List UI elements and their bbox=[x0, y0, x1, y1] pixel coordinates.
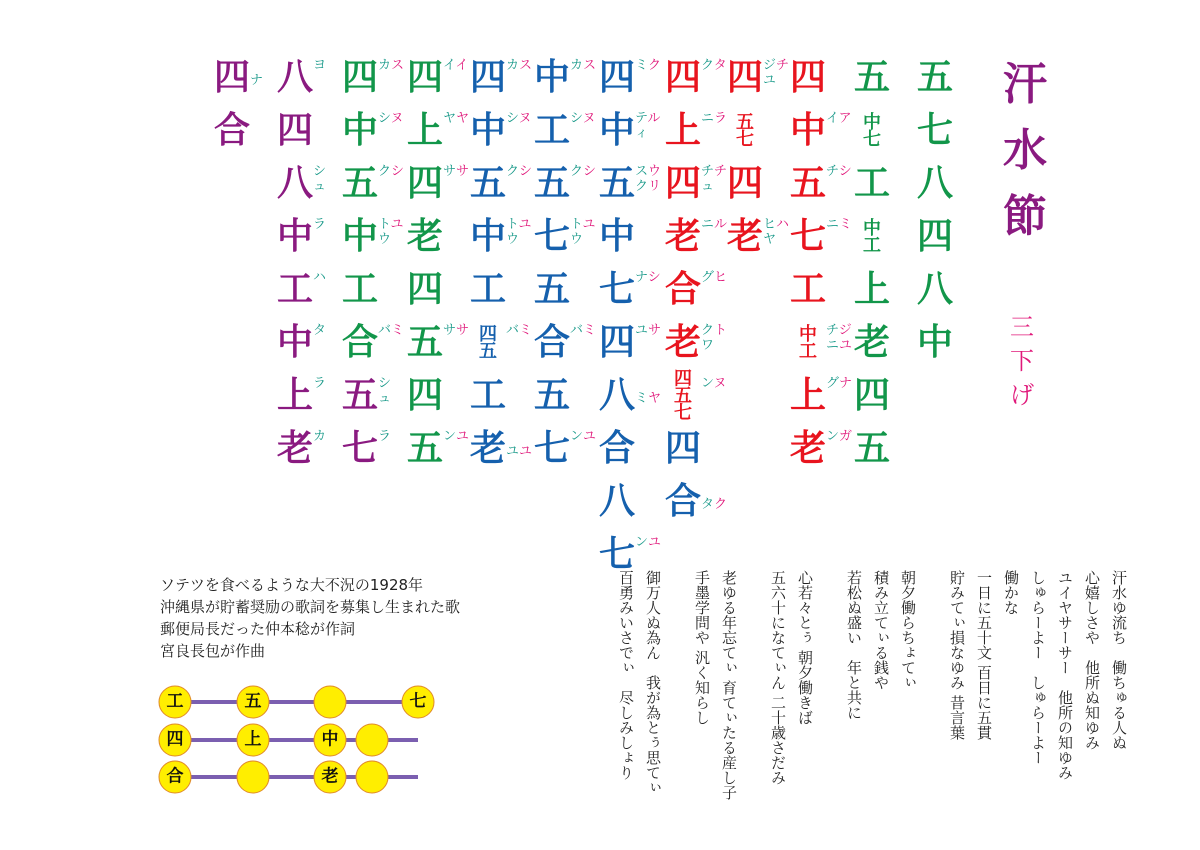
annotation-line: ラ bbox=[313, 376, 327, 391]
fret-position: 老 bbox=[314, 761, 347, 794]
lyric-line: 心若々とぅ 朝夕働きば bbox=[796, 570, 814, 725]
note-cell: 七 bbox=[790, 216, 827, 257]
note-line: 宮良長包が作曲 bbox=[160, 642, 266, 660]
lyric-syllable-annotation bbox=[506, 111, 532, 126]
stacked-note-cell: 中工 bbox=[799, 324, 817, 362]
stacked-note-cell: 五七 bbox=[736, 112, 754, 150]
note-cell: 合 bbox=[534, 322, 571, 363]
lyric-syllable-annotation bbox=[826, 376, 852, 391]
lyric-syllable-annotation bbox=[826, 323, 852, 353]
lyric-syllable-annotation bbox=[506, 58, 532, 73]
lyric-syllable-annotation bbox=[570, 111, 596, 126]
annotation-line: チジ bbox=[826, 323, 852, 338]
annotation-line: ヨ bbox=[313, 58, 327, 73]
stacked-note-cell: 中工 bbox=[863, 218, 881, 256]
note-cell: 上 bbox=[665, 110, 702, 151]
note-cell: 四 bbox=[470, 57, 507, 98]
stacked-note-cell: 四五 bbox=[479, 324, 497, 362]
annotation-line bbox=[701, 482, 727, 497]
lyric-line: 老ゆる年忘てぃ 育てぃたる産し子 bbox=[720, 570, 738, 800]
annotation-line: クタ bbox=[701, 58, 727, 73]
lyric-line: 一日に五十文 百日に五貫 bbox=[975, 570, 993, 740]
annotation-line: イア bbox=[826, 111, 852, 126]
note-cell: 八 bbox=[277, 163, 314, 204]
note-cell: 五 bbox=[342, 163, 379, 204]
lyric-syllable-annotation bbox=[701, 482, 727, 512]
note-cell: 四 bbox=[599, 57, 636, 98]
lyric-syllable-annotation bbox=[635, 270, 661, 285]
annotation-line: ジチ bbox=[763, 58, 790, 73]
annotation-line: ュ bbox=[378, 391, 392, 406]
annotation-line: チシ bbox=[826, 164, 852, 179]
lyric-syllable-annotation bbox=[378, 217, 404, 247]
note-cell: 四 bbox=[407, 163, 444, 204]
stacked-note-cell: 四五七 bbox=[674, 368, 692, 424]
note-cell: 四 bbox=[790, 57, 827, 98]
note-cell: 中 bbox=[917, 322, 954, 363]
note-cell: 老 bbox=[470, 428, 507, 469]
annotation-line: バミ bbox=[570, 323, 597, 338]
note-line: 郵便局長だった仲本稔が作詞 bbox=[160, 620, 356, 638]
annotation-line: ニユ bbox=[826, 338, 853, 353]
note-cell: 四 bbox=[665, 57, 702, 98]
lyric-line: 心嬉しさや 他所ぬ知ゆみ bbox=[1083, 570, 1101, 750]
annotation-line: ワ bbox=[701, 338, 715, 353]
lyric-syllable-annotation bbox=[826, 111, 852, 126]
annotation-line: カス bbox=[570, 58, 597, 73]
note-cell: 中 bbox=[790, 110, 827, 151]
note-cell: 七 bbox=[534, 428, 571, 469]
lyric-syllable-annotation bbox=[701, 58, 727, 73]
note-cell: 七 bbox=[342, 428, 379, 469]
lyric-syllable-annotation bbox=[250, 58, 263, 88]
annotation-line: ウ bbox=[378, 232, 392, 247]
lyric-syllable-annotation bbox=[701, 111, 727, 126]
lyric-syllable-annotation bbox=[313, 429, 326, 444]
annotation-line: カス bbox=[506, 58, 533, 73]
lyric-syllable-annotation bbox=[378, 323, 404, 338]
note-cell: 老 bbox=[665, 216, 702, 257]
lyric-syllable-annotation bbox=[826, 429, 852, 444]
annotation-line: クシ bbox=[506, 164, 533, 179]
lyric-syllable-annotation bbox=[443, 164, 469, 179]
annotation-line: イイ bbox=[443, 58, 469, 73]
lyric-line: 御万人ぬ為ん 我が為とぅ思てぃ bbox=[644, 570, 662, 795]
lyric-stanza bbox=[840, 570, 921, 814]
annotation-line: ミヤ bbox=[635, 391, 662, 406]
lyric-syllable-annotation bbox=[570, 323, 596, 338]
annotation-line: ュ bbox=[313, 179, 327, 194]
note-cell: 五 bbox=[599, 163, 636, 204]
note-cell: 合 bbox=[342, 322, 379, 363]
tuning-label: 三下げ bbox=[1010, 313, 1034, 409]
annotation-line: ウ bbox=[570, 232, 584, 247]
note-cell: 八 bbox=[599, 481, 636, 522]
lyric-line: 働かな bbox=[1002, 570, 1020, 615]
annotation-line: ユユ bbox=[506, 444, 533, 459]
lyric-syllable-annotation bbox=[378, 111, 404, 126]
lyric-syllable-annotation bbox=[570, 217, 596, 247]
note-cell: 八 bbox=[599, 375, 636, 416]
lyric-stanza bbox=[943, 570, 997, 814]
annotation-line: ンユ bbox=[443, 429, 470, 444]
note-cell: 五 bbox=[470, 163, 507, 204]
annotation-line: シ bbox=[378, 376, 392, 391]
fret-position: 中 bbox=[314, 724, 347, 757]
note-line: 沖縄県が貯蓄奨励の歌詞を募集し生まれた歌 bbox=[160, 598, 461, 616]
note-cell: 五 bbox=[534, 163, 571, 204]
note-cell: 老 bbox=[665, 322, 702, 363]
note-cell: 七 bbox=[599, 269, 636, 310]
note-cell: 五 bbox=[854, 428, 891, 469]
note-cell: 五 bbox=[790, 163, 827, 204]
annotation-line bbox=[506, 429, 532, 444]
annotation-line: ュ bbox=[701, 179, 715, 194]
note-cell: 四 bbox=[214, 57, 251, 98]
lyric-syllable-annotation bbox=[378, 376, 391, 406]
annotation-line: ササ bbox=[443, 323, 470, 338]
song-title: 汗水節 bbox=[1003, 59, 1047, 242]
annotation-line: ラ bbox=[313, 217, 327, 232]
note-cell: 工 bbox=[790, 269, 827, 310]
lyric-syllable-annotation bbox=[763, 217, 789, 247]
annotation-line: ユサ bbox=[635, 323, 662, 338]
note-cell: 中 bbox=[470, 216, 507, 257]
note-cell: 中 bbox=[599, 110, 636, 151]
lyric-syllable-annotation bbox=[635, 376, 661, 406]
lyric-syllable-annotation bbox=[506, 323, 532, 338]
note-cell: 合 bbox=[214, 110, 251, 151]
annotation-line bbox=[635, 376, 661, 391]
lyric-line: 貯みてぃ損なゆみ 昔言葉 bbox=[948, 570, 966, 740]
note-cell: 五 bbox=[342, 375, 379, 416]
lyrics bbox=[590, 570, 1132, 814]
lyric-syllable-annotation bbox=[826, 164, 852, 179]
lyric-line: ユイヤサーサー 他所の知ゆみ bbox=[1056, 570, 1074, 780]
lyric-syllable-annotation bbox=[378, 164, 404, 179]
note-cell: 四 bbox=[342, 57, 379, 98]
lyric-syllable-annotation bbox=[763, 58, 789, 88]
note-cell: 老 bbox=[407, 216, 444, 257]
lyric-syllable-annotation bbox=[570, 429, 596, 444]
lyric-syllable-annotation bbox=[826, 217, 852, 232]
lyric-syllable-annotation bbox=[443, 111, 469, 126]
lyric-stanza bbox=[764, 570, 818, 814]
annotation-line: シヌ bbox=[570, 111, 596, 126]
note-cell: 上 bbox=[790, 375, 827, 416]
note-cell: 四 bbox=[407, 269, 444, 310]
lyric-syllable-annotation bbox=[570, 58, 596, 73]
annotation-line: タク bbox=[701, 497, 728, 512]
fret-position bbox=[356, 724, 389, 757]
lyric-syllable-annotation bbox=[313, 58, 326, 73]
note-cell: 工 bbox=[277, 269, 314, 310]
lyric-syllable-annotation bbox=[570, 164, 596, 179]
note-cell: 中 bbox=[534, 57, 571, 98]
lyric-stanza bbox=[997, 570, 1132, 814]
annotation-line bbox=[250, 58, 263, 73]
note-cell: 中 bbox=[277, 322, 314, 363]
lyric-syllable-annotation bbox=[313, 217, 326, 232]
note-cell: 上 bbox=[407, 110, 444, 151]
lyric-line: 手墨学問や 汎く知らし bbox=[693, 570, 711, 725]
lyric-syllable-annotation bbox=[378, 58, 404, 73]
note-cell: 八 bbox=[917, 269, 954, 310]
annotation-line: トユ bbox=[506, 217, 532, 232]
lyric-stanza bbox=[688, 570, 742, 814]
lyric-line: 汗水ゆ流ち 働ちゅる人ぬ bbox=[1110, 570, 1128, 750]
annotation-line: クリ bbox=[635, 179, 662, 194]
note-cell: 上 bbox=[854, 269, 891, 310]
annotation-line: ユ bbox=[763, 73, 777, 88]
lyric-syllable-annotation bbox=[701, 376, 727, 391]
note-cell: 工 bbox=[342, 269, 379, 310]
lyric-line: 朝夕働らちょてぃ bbox=[899, 570, 917, 690]
lyric-syllable-annotation bbox=[313, 164, 326, 194]
fret-position: 七 bbox=[402, 686, 435, 719]
note-cell: 上 bbox=[277, 375, 314, 416]
stacked-note-cell: 中七 bbox=[863, 112, 881, 150]
annotation-line: カ bbox=[313, 429, 327, 444]
annotation-line: ハ bbox=[313, 270, 327, 285]
note-cell: 工 bbox=[854, 163, 891, 204]
lyric-line: 五六十になてぃん 二十歳さだみ bbox=[769, 570, 787, 785]
fret-position bbox=[314, 686, 347, 719]
lyric-syllable-annotation bbox=[313, 376, 326, 391]
lyric-syllable-annotation bbox=[701, 164, 727, 194]
lyric-line: しゅらーよー しゅらーよー bbox=[1029, 570, 1047, 765]
fret-position: 四 bbox=[159, 724, 192, 757]
fret-position: 上 bbox=[237, 724, 270, 757]
lyric-syllable-annotation bbox=[635, 323, 661, 338]
lyric-syllable-annotation bbox=[701, 270, 727, 285]
lyric-syllable-annotation bbox=[506, 164, 532, 179]
annotation-line: ニラ bbox=[701, 111, 728, 126]
annotation-line: ヤヤ bbox=[443, 111, 470, 126]
annotation-line: ササ bbox=[443, 164, 470, 179]
note-cell: 五 bbox=[534, 269, 571, 310]
annotation-line: スウ bbox=[635, 164, 662, 179]
annotation-line: クシ bbox=[378, 164, 405, 179]
note-cell: 合 bbox=[599, 428, 636, 469]
annotation-line: ンユ bbox=[570, 429, 597, 444]
string-line bbox=[175, 700, 418, 704]
annotation-line: テル bbox=[635, 111, 661, 126]
note-cell: 工 bbox=[470, 375, 507, 416]
fret-position bbox=[237, 761, 270, 794]
note-cell: 老 bbox=[727, 216, 764, 257]
lyric-syllable-annotation bbox=[443, 58, 468, 73]
lyric-syllable-annotation bbox=[635, 535, 661, 550]
note-cell: 老 bbox=[277, 428, 314, 469]
annotation-line: クト bbox=[701, 323, 728, 338]
lyric-syllable-annotation bbox=[378, 429, 391, 444]
lyric-syllable-annotation bbox=[635, 164, 661, 194]
annotation-line: ンヌ bbox=[701, 376, 727, 391]
note-cell: 八 bbox=[277, 57, 314, 98]
lyric-syllable-annotation bbox=[506, 429, 532, 459]
lyric-stanza bbox=[612, 570, 666, 814]
fret-position: 工 bbox=[159, 686, 192, 719]
lyric-syllable-annotation bbox=[313, 323, 326, 338]
note-cell: 四 bbox=[599, 322, 636, 363]
annotation-line: ニミ bbox=[826, 217, 853, 232]
lyric-syllable-annotation bbox=[443, 323, 469, 338]
note-cell: 四 bbox=[665, 163, 702, 204]
note-cell: 四 bbox=[854, 375, 891, 416]
fret-position: 五 bbox=[237, 686, 270, 719]
note-cell: 五 bbox=[407, 322, 444, 363]
note-cell: 四 bbox=[917, 216, 954, 257]
annotation-line: ンガ bbox=[826, 429, 853, 444]
annotation-line: バミ bbox=[378, 323, 405, 338]
annotation-line: クシ bbox=[570, 164, 597, 179]
annotation-line: ウ bbox=[506, 232, 520, 247]
note-cell: 中 bbox=[470, 110, 507, 151]
lyric-syllable-annotation bbox=[701, 217, 727, 232]
note-cell: 七 bbox=[534, 216, 571, 257]
note-cell: 中 bbox=[342, 110, 379, 151]
annotation-line: ヤ bbox=[763, 232, 777, 247]
note-cell: 老 bbox=[790, 428, 827, 469]
annotation-line: トユ bbox=[378, 217, 404, 232]
note-cell: 五 bbox=[534, 375, 571, 416]
lyric-line: 若松ぬ盛い 年と共に bbox=[845, 570, 863, 720]
note-cell: 五 bbox=[917, 57, 954, 98]
note-cell: 四 bbox=[727, 163, 764, 204]
annotation-line: ミク bbox=[635, 58, 662, 73]
note-cell: 中 bbox=[342, 216, 379, 257]
note-cell: 工 bbox=[470, 269, 507, 310]
annotation-line: カス bbox=[378, 58, 405, 73]
annotation-line: ィ bbox=[635, 126, 649, 141]
annotation-line: ニル bbox=[701, 217, 728, 232]
annotation-line: ナ bbox=[250, 73, 264, 88]
lyric-line: 百勇みいさでぃ 尽しみしょり bbox=[617, 570, 635, 780]
note-cell: 七 bbox=[917, 110, 954, 151]
note-cell: 八 bbox=[917, 163, 954, 204]
annotation-line: グナ bbox=[826, 376, 853, 391]
lyric-syllable-annotation bbox=[313, 270, 326, 285]
annotation-line: ラ bbox=[378, 429, 392, 444]
annotation-line: シヌ bbox=[378, 111, 404, 126]
lyric-line: 積み立てぃる銭や bbox=[872, 570, 890, 690]
annotation-line: チチ bbox=[701, 164, 728, 179]
note-line: ソテツを食べるような大不況の1928年 bbox=[160, 576, 424, 594]
note-cell: 工 bbox=[534, 110, 571, 151]
annotation-line: タ bbox=[313, 323, 327, 338]
lyric-syllable-annotation bbox=[701, 323, 727, 353]
note-cell: 中 bbox=[599, 216, 636, 257]
lyric-syllable-annotation bbox=[506, 217, 532, 247]
annotation-line: ナシ bbox=[635, 270, 661, 285]
song-notes bbox=[160, 574, 460, 662]
note-cell: 五 bbox=[854, 57, 891, 98]
note-cell: 四 bbox=[277, 110, 314, 151]
fret-position: 合 bbox=[159, 761, 192, 794]
fret-position bbox=[356, 761, 389, 794]
note-cell: 四 bbox=[407, 57, 444, 98]
note-cell: 四 bbox=[727, 57, 764, 98]
annotation-line: ヒハ bbox=[763, 217, 790, 232]
lyric-syllable-annotation bbox=[635, 111, 660, 141]
lyric-syllable-annotation bbox=[443, 429, 469, 444]
note-cell: 五 bbox=[407, 428, 444, 469]
annotation-line: トユ bbox=[570, 217, 596, 232]
note-cell: 四 bbox=[407, 375, 444, 416]
note-cell: 合 bbox=[665, 269, 702, 310]
note-cell: 合 bbox=[665, 481, 702, 522]
lyric-syllable-annotation bbox=[635, 58, 661, 73]
annotation-line: シ bbox=[313, 164, 327, 179]
note-cell: 七 bbox=[599, 534, 636, 575]
annotation-line: ンユ bbox=[635, 535, 662, 550]
annotation-line: シヌ bbox=[506, 111, 532, 126]
annotation-line: グヒ bbox=[701, 270, 728, 285]
note-cell: 中 bbox=[277, 216, 314, 257]
note-cell: 四 bbox=[665, 428, 702, 469]
annotation-line: バミ bbox=[506, 323, 533, 338]
note-cell: 老 bbox=[854, 322, 891, 363]
